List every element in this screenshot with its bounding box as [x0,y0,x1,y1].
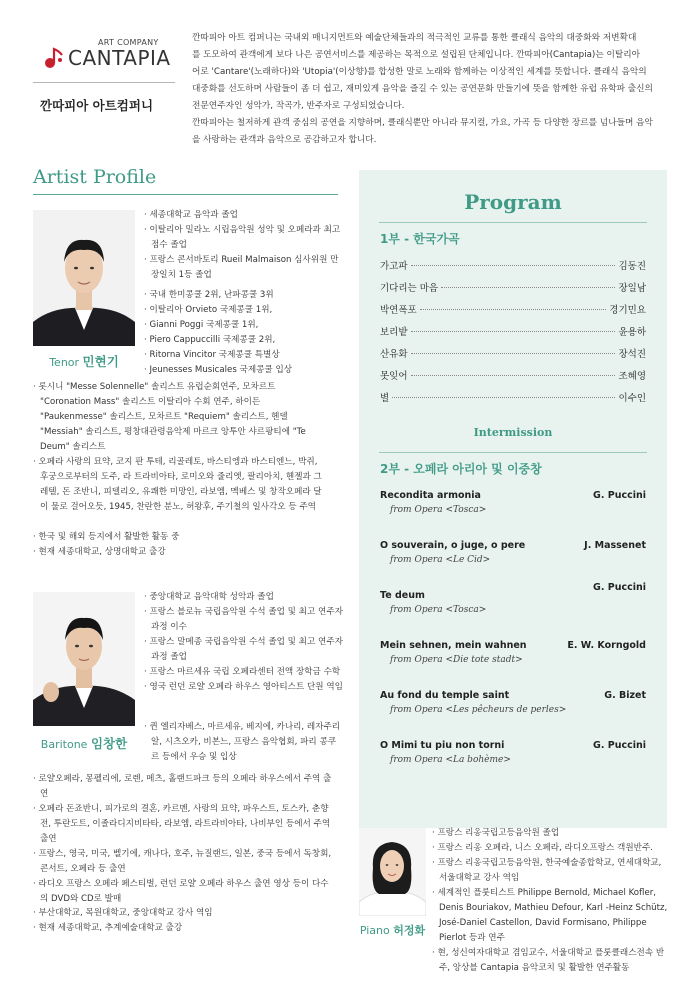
list-item: · 롯시니 "Messe Solennelle" 솔리스트 유럽순회연주, 모차르트 "Coronation Mass" 솔리스트 이탈리아 수회 연주, 하이든 "Paukenmesse" 솔리스트, 모차르트 "Requiem" 솔리스트, 헨델 "Messiah" 솔리스트, 평창대관령음악제 마르크 앙투안 샤르팡티에 "Te Deum" 솔리스트 [33,380,323,455]
aria-title: Recondita armonia [380,490,481,501]
list-item: · 현재 세종대학교, 추계예술대학교 출강 [33,921,333,936]
song-row [380,302,646,316]
company-intro [192,30,672,149]
aria-title: Te deum [380,590,425,601]
list-item: · 프랑스 리옹 오페라, 니스 오페라, 라디오프랑스 객원반주. [432,841,672,856]
aria-opera: from Opera <Tosca> [390,505,487,515]
aria-opera: from Opera <Die tote stadt> [390,655,523,665]
program-panel [359,170,667,828]
aria-opera: from Opera <Tosca> [390,605,487,615]
aria-composer: J. Massenet [584,540,646,551]
part1-title: 1부 - 한국가곡 [380,232,460,246]
list-item: · 한국 및 해외 등지에서 활발한 활동 중 [33,530,333,545]
song-title: 별 [380,393,390,404]
aria-title: O Mimi tu piu non torni [380,740,505,751]
list-item: · Jeunesses Musicales 국제콩쿨 입상 [144,363,344,378]
intro-line: 대중화를 선도하며 사람들이 좀 더 쉽고, 재미있게 음악을 즐길 수 있는 공연문화 만들기에 뜻을 함께한 유럽 유학파 출신의 [192,84,653,94]
list-item: · 세종대학교 음악과 졸업 [144,208,344,223]
aria-item [380,690,646,715]
list-item: · Ritorna Vincitor 국제콩쿨 특별상 [144,348,344,363]
program-divider [379,222,647,223]
song-row [380,324,646,338]
intro-line: 전문연주자인 성악가, 작곡가, 반주자로 구성되었습니다. [192,101,405,111]
baritone-role: Baritone [40,738,88,751]
pianist-name: 허정화 [393,924,426,937]
list-item: · 현, 성신여자대학교 겸임교수, 서울대학교 플룻클래스전속 반주, 앙상블 Cantapia 음악코치 및 활발한 연주활동 [432,946,672,976]
song-title: 기다리는 마음 [380,283,439,294]
baritone-education [144,590,344,695]
aria-title: Mein sehnen, mein wahnen [380,640,527,651]
company-name: 깐따피아 아트컴퍼니 [40,98,154,113]
song-row [380,346,646,360]
intro-line: 깐따피아 아트 컴퍼니는 국내외 매니지먼트와 예술단체들과의 적극적인 교류를 통한 클래식 음악의 대중화와 저변확대 [192,33,637,43]
list-item: · 로얄오페라, 몽펠리에, 로렌, 메츠, 홀랜드파크 등의 오페라 하우스에서 주역 출연 [33,772,333,802]
music-note-icon [42,46,66,70]
song-title: 가고파 [380,261,408,272]
list-item: · 퀸 엘리자베스, 마르세유, 베지에, 카나리, 레자주리알, 시츠오카, 비본느, 프랑스 음악협회, 파리 콩쿠르 등에서 우승 및 입상 [144,720,344,765]
list-item: · 이탈리아 밀라노 시립음악원 성악 및 오페라과 최고점수 졸업 [144,223,344,253]
baritone-photo [33,592,135,726]
aria-composer: G. Puccini [593,582,646,593]
intro-line: 깐따피아는 철저하게 관객 중심의 공연을 지향하며, 클래식뿐만 아니라 뮤지컬, 가요, 가곡 등 다양한 장르를 넘나들며 음악 [192,118,653,128]
baritone-performances [33,772,333,907]
intermission-label: Intermission [473,426,553,439]
aria-composer: G. Puccini [593,490,646,501]
artist-profile-title: Artist Profile [33,166,157,188]
list-item: · 이탈리아 Orvieto 국제콩쿨 1위, [144,303,344,318]
logo-wordmark: CANTAPIA [68,46,171,70]
tenor-name: 민현기 [82,354,119,369]
tenor-education [144,208,344,283]
song-row [380,258,646,272]
aria-item [380,740,646,765]
header-divider [33,82,175,83]
aria-opera: from Opera <Les pêcheurs de perles> [390,705,567,715]
song-row [380,390,646,404]
list-item: · 프랑스 리옹국립고등음악원, 한국예술종합학교, 연세대학교, 서울대학교 강사 역임 [432,856,672,886]
list-item: · 현재 세종대학교, 상명대학교 출강 [33,545,333,560]
program-divider [379,452,647,453]
baritone-name: 임창한 [90,736,128,751]
song-row [380,280,646,294]
song-composer: 윤용하 [618,327,646,338]
intro-line: 을 사랑하는 관객과 음악으로 공감하고자 합니다. [192,135,377,145]
tenor-role: Tenor [49,356,80,369]
pianist-photo [359,828,426,916]
list-item: · 프랑스 마르세유 국립 오페라센터 전액 장학금 수학 [144,665,344,680]
list-item: · 영국 런던 로얄 오페라 하우스 영아티스트 단원 역임 [144,680,344,695]
tenor-performances [33,380,323,515]
baritone-current [33,906,333,936]
aria-title: Au fond du temple saint [380,690,510,701]
list-item: · 부산대학교, 목원대학교, 중앙대학교 강사 역임 [33,906,333,921]
song-composer: 조혜영 [618,371,646,382]
list-item: · Piero Cappuccilli 국제콩쿨 2위, [144,333,344,348]
part2-title: 2부 - 오페라 아리아 및 이중창 [380,462,542,476]
program-title: Program [464,190,562,214]
song-row [380,368,646,382]
aria-composer: E. W. Korngold [567,640,646,651]
list-item: · 세계적인 플룻티스트 Philippe Bernold, Michael Kofler, Denis Bouriakov, Mathieu Defour, Karl -Heinz Schütz, José-Daniel Castellon, David Formisano, Philippe Pierlot 등과 연주 [432,886,672,946]
logo-tagline: ART COMPANY [98,38,159,47]
list-item: · 프랑스 콘서바토리 Rueil Malmaison 심사위원 만장일치 1등 졸업 [144,253,344,283]
song-composer: 이수인 [618,393,646,404]
list-item: · 중앙대학교 음악대학 성악과 졸업 [144,590,344,605]
intro-line: 를 도모하여 관객에게 보다 나은 공연서비스를 제공하는 목적으로 설립된 단체입니다. 깐따피아(Cantapia)는 이탈리아 [192,50,641,60]
song-title: 보리밭 [380,327,408,338]
aria-item [380,640,646,665]
aria-opera: from Opera <La bohème> [390,755,511,765]
list-item: · 프랑스, 영국, 미국, 벨기에, 캐나다, 호주, 뉴질랜드, 일본, 중국 등에서 독창회, 콘서트, 오페라 등 출연 [33,847,333,877]
song-title: 못잊어 [380,371,408,382]
song-title: 산유화 [380,349,408,360]
aria-opera: from Opera <Le Cid> [390,555,491,565]
aria-item [380,582,646,615]
company-logo [40,34,180,74]
song-composer: 장석진 [618,349,646,360]
aria-composer: G. Bizet [604,690,646,701]
artist-profile-divider [33,194,338,195]
list-item: · Gianni Poggi 국제콩쿨 1위, [144,318,344,333]
pianist-profile [432,826,672,976]
song-title: 박연폭포 [380,305,417,316]
baritone-awards [144,720,344,765]
list-item: · 국내 한미콩쿨 2위, 난파콩쿨 3위 [144,288,344,303]
baritone-caption [33,734,135,752]
list-item: · 프랑스 리옹국립고등음악원 졸업 [432,826,672,841]
tenor-current [33,530,333,560]
aria-item [380,490,646,515]
aria-title: O souverain, o juge, o pere [380,540,526,551]
intro-line: 어로 'Cantare'(노래하다)와 'Utopia'(이상향)를 합성한 말로 노래와 함께하는 이상적인 세계를 뜻합니다. 클래식 음악의 [192,67,647,77]
list-item: · 오페라 돈죠반니, 피가로의 결혼, 카르멘, 사랑의 묘약, 파우스트, 토스카, 춘향전, 투란도트, 이졸라디지비타타, 라보엠, 라트라비아타, 나비부인 등에서 주역 출연 [33,802,333,847]
tenor-awards [144,288,344,378]
song-composer: 김동진 [618,261,646,272]
list-item: · 프랑스 말메종 국립음악원 수석 졸업 및 최고 연주자 과정 졸업 [144,635,344,665]
list-item: · 라디오 프랑스 오페라 페스티벌, 런던 로얄 오페라 하우스 출연 영상 등이 다수의 DVD와 CD로 발매 [33,877,333,907]
tenor-photo [33,210,135,346]
aria-composer: G. Puccini [593,740,646,751]
list-item: · 프랑스 블로뉴 국립음악원 수석 졸업 및 최고 연주자 과정 이수 [144,605,344,635]
song-composer: 장일남 [618,283,646,294]
song-composer: 경기민요 [609,305,646,316]
aria-item [380,540,646,565]
list-item: · 오페라 사랑의 묘약, 코지 판 투테, 리골레토, 바스티엥과 바스티엔느, 박쥐, 후궁으로부터의 도주, 라 트라비아타, 로미오와 줄리엣, 팔리아치, 헨젤과 그레텔, 돈 조반니, 피델리오, 유쾌한 미망인, 라보엠, 멕베스 및 창작오페라 달이 물로 걸어오듯, 1945, 찬란한 분노, 허왕후, 주기철의 일사각오 등 주역 [33,455,323,515]
tenor-caption [33,352,135,370]
pianist-caption [359,922,426,938]
pianist-role: Piano [359,924,390,937]
